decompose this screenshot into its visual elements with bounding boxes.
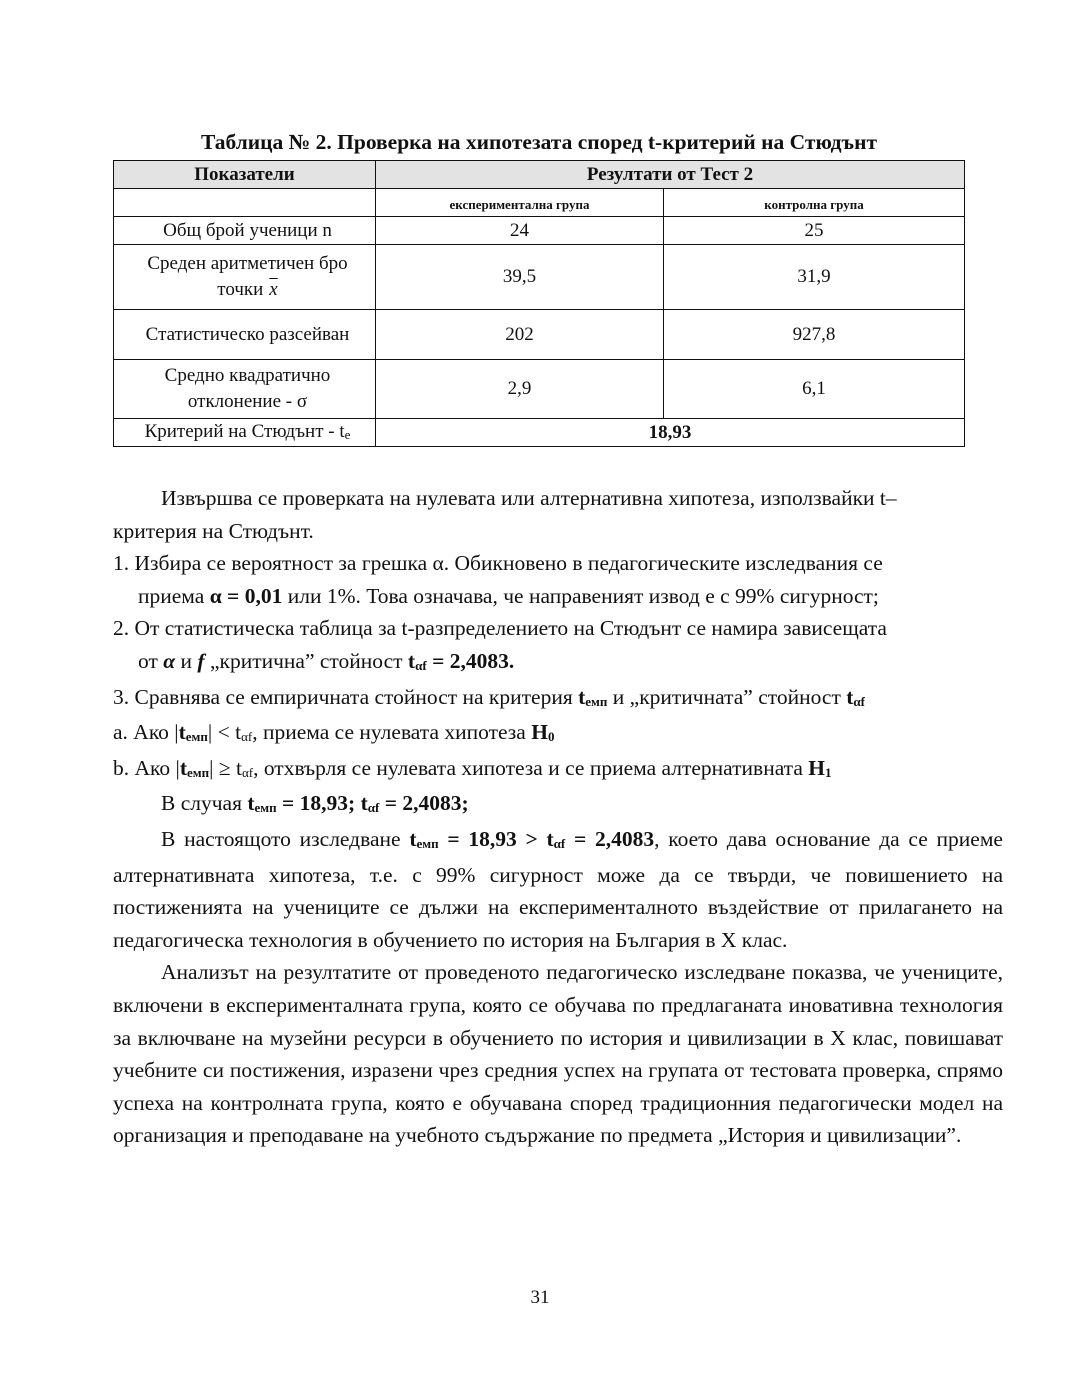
subscript: αf [241, 764, 254, 780]
text: , отхвърля се нулевата хипотеза и се приема алтернативната [253, 755, 809, 780]
cell-experimental: 2,9 [376, 360, 664, 419]
text: от [138, 648, 164, 673]
row-label-text: Критерий на Стюдънт - t [144, 421, 345, 442]
table-row [114, 217, 965, 245]
mean-symbol: $\overline{x}$ [269, 279, 278, 300]
text: В случая [161, 791, 248, 816]
subscript: емп [186, 764, 210, 780]
row-label-line2: отклонение - σ [187, 391, 308, 412]
row-label [114, 245, 376, 310]
t-symbol: t [409, 826, 417, 851]
value: = 2,4083; [379, 791, 469, 816]
t-test-table [113, 160, 965, 447]
table-subheader-row [114, 191, 965, 219]
value: = 18,93 > t [438, 826, 554, 851]
text: или 1%. Това означава, че направеният извод е с 99% сигурност; [282, 583, 879, 608]
t-symbol: t [578, 684, 586, 709]
intro-line1: Извършва се проверката на нулевата или алтернативна хипотеза, използвайки t– [161, 486, 897, 510]
cell-student-criterion: 18,93 [376, 419, 965, 447]
h-symbol: H [531, 720, 548, 745]
text: В настоящото изследване [161, 826, 410, 851]
text: , което дава основание да се приеме алтернативната хипотеза, т.е. с 99% сигурност може да се твърди, че повишението на постиженията на учениците се дължи на експерименталното въздействие от прилагането на педагогическа технология в обучението по история на България в X клас. [113, 826, 1003, 952]
t-symbol: t [846, 684, 854, 709]
value: = 18,93; t [276, 791, 368, 816]
subscript: αf [853, 693, 865, 709]
text: a. Ако | [113, 720, 179, 745]
table-row [114, 310, 965, 360]
step-1-line1: 1. Избира се вероятност за грешка α. Обикновено в педагогическите изследвания се [113, 551, 883, 576]
cell-control: 6,1 [664, 360, 965, 419]
row-label-line1: Среден аритметичен бро [147, 253, 348, 274]
header-indicators: Показатели [114, 161, 376, 189]
cell-experimental: 202 [376, 310, 664, 360]
row-label [114, 419, 376, 447]
text: b. Ако | [113, 755, 180, 780]
page-number: 31 [530, 1287, 550, 1308]
value: = 2,4083 [565, 826, 655, 851]
cell-control: 927,8 [664, 310, 965, 360]
row-label-line2 [120, 277, 375, 303]
analysis-paragraph: Анализът на резултатите от проведеното педагогическо изследване показва, че учениците, включени в експерименталната група, която се обучава по предлаганата иновативна технология за включване на музейни ресурси в обучението по история и цивилизации в X клас, повишават учебните си постижения, изразени чрез средния успех на групата от тестовата проверка, спрямо успеха на контролната група, която е обучавана според традиционния педагогически модел на организация и преподаване на учебното съдържание по предмета „История и цивилизации”. [113, 960, 1003, 1148]
subscript: 0 [547, 729, 555, 745]
subscript: емп [254, 800, 277, 816]
alpha-value: α = 0,01 [209, 583, 283, 608]
alpha-symbol: α [163, 648, 176, 673]
subscript: αf [367, 800, 380, 816]
step-2-line2 [113, 645, 1003, 681]
text: | < t [207, 720, 242, 745]
row-label-line1: Средно квадратично [164, 365, 331, 386]
subscript: емп [185, 729, 208, 745]
subscript: αf [415, 657, 427, 673]
row-label [114, 360, 376, 419]
t-symbol: t [178, 720, 186, 745]
intro-line2: критерия на Стюдънт. [113, 518, 314, 543]
h-symbol: H [808, 755, 825, 780]
critical-value: = 2,4083. [426, 648, 515, 673]
t-symbol: t [407, 648, 416, 673]
subscript: емп [585, 693, 608, 709]
header-results: Резултати от Тест 2 [376, 161, 965, 189]
cell-control: 25 [664, 217, 965, 245]
table-row [114, 419, 965, 447]
row-label-text: точки [217, 279, 264, 300]
row-label: Общ брой ученици n [114, 217, 376, 245]
cell-experimental: 24 [376, 217, 664, 245]
step-b [113, 752, 1003, 788]
cell-control: 31,9 [664, 245, 965, 310]
step-2-line1: 2. От статистическа таблица за t-разпределението на Стюдънт се намира зависещата [113, 616, 887, 641]
cell-experimental: 39,5 [376, 245, 664, 310]
row-label: Статистическо разсейван [114, 310, 376, 360]
text: и [175, 648, 198, 673]
row-label-subscript: e [344, 427, 351, 442]
subscript: αf [241, 729, 253, 745]
subheader-empty [114, 191, 376, 219]
table-row [114, 360, 965, 419]
subheader-experimental: експериментална група [376, 191, 664, 219]
table-caption: Таблица № 2. Проверка на хипотезата според t-критерий на Стюдънт [200, 130, 878, 154]
case-line [113, 787, 1003, 823]
step-a [113, 716, 1003, 752]
f-symbol: f [197, 648, 205, 673]
subscript: 1 [825, 764, 832, 780]
result-paragraph [113, 823, 1003, 956]
t-symbol: t [179, 755, 187, 780]
text: | ≥ t [209, 755, 242, 780]
text: „критична” стойност [204, 648, 408, 673]
text: 3. Сравнява се емпиричната стойност на критерия [113, 684, 579, 709]
step-3 [113, 681, 1003, 717]
t-symbol: t [247, 791, 255, 816]
body-text [113, 482, 1003, 1152]
step-1-line2 [113, 580, 1003, 613]
subscript: αf [553, 835, 566, 851]
subscript: емп [416, 835, 439, 851]
table-row [114, 245, 965, 310]
text: и „критичната” стойност [607, 684, 847, 709]
text: , приема се нулевата хипотеза [252, 720, 532, 745]
subheader-control: контролна група [664, 191, 965, 219]
table-header-row [114, 161, 965, 189]
text: приема [138, 583, 210, 608]
